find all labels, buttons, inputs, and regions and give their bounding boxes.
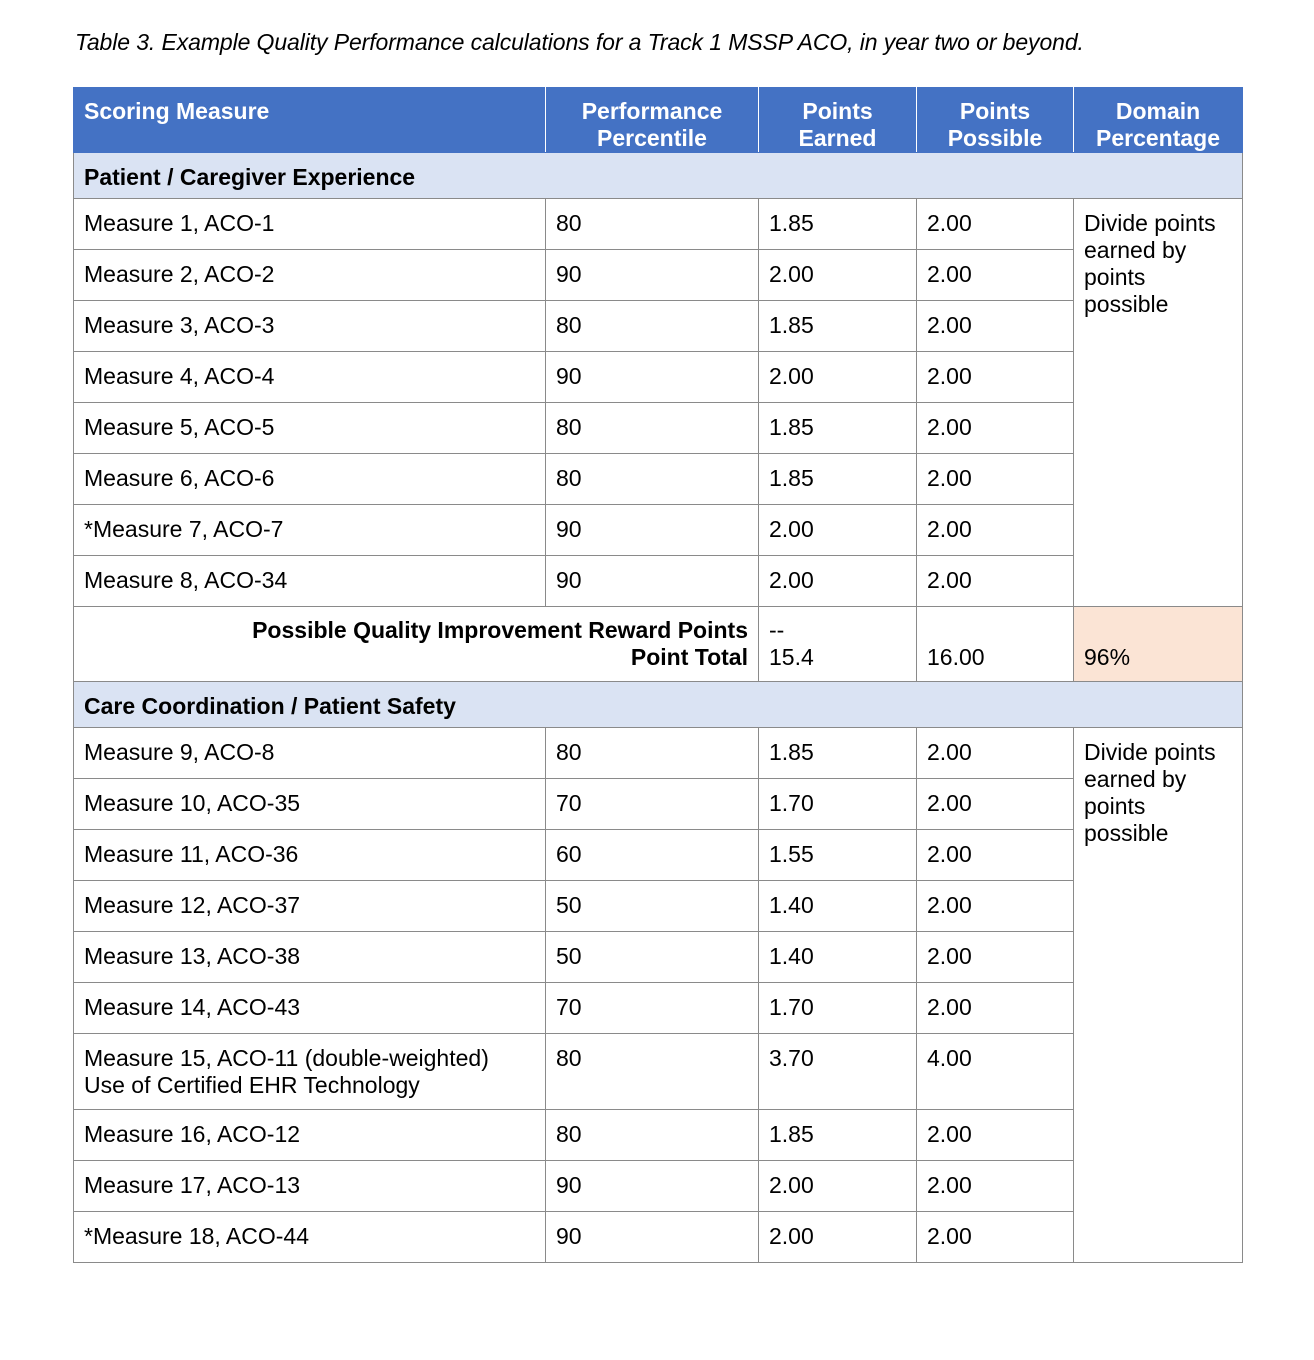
measure-name: Measure 5, ACO-5 [84,414,275,440]
measure-name: Measure 6, ACO-6 [84,465,275,491]
points-earned-cell: 2.00 [759,250,917,301]
measure-name: *Measure 18, ACO-44 [84,1223,310,1249]
header-points-earned: Points Earned [759,88,917,153]
percentile-cell: 80 [546,454,759,505]
measure-cell [74,301,546,352]
measure-name: Measure 11, ACO-36 [84,841,299,867]
percentile-cell: 90 [546,556,759,607]
percentile-cell: 80 [546,1110,759,1161]
measure-cell [74,1212,546,1263]
points-possible-cell: 2.00 [917,352,1074,403]
table-row [74,1161,1243,1212]
section-title: Patient / Caregiver Experience [74,153,1243,199]
table-row [74,728,1243,779]
percentile-cell: 90 [546,1212,759,1263]
domain-note-text: earned by [1084,237,1187,263]
points-earned-cell: 1.70 [759,983,917,1034]
measure-cell [74,403,546,454]
measure-cell [74,199,546,250]
header-row [74,88,1243,153]
points-earned-cell: 1.70 [759,779,917,830]
table-row [74,1212,1243,1263]
measure-name: Measure 1, ACO-1 [84,210,275,236]
percentile-cell: 90 [546,250,759,301]
measure-cell [74,250,546,301]
percentile-cell: 70 [546,779,759,830]
points-possible-cell: 2.00 [917,983,1074,1034]
points-possible-cell: 2.00 [917,250,1074,301]
percentile-cell: 80 [546,199,759,250]
points-possible-cell: 4.00 [917,1034,1074,1110]
measure-cell [74,454,546,505]
percentile-cell: 60 [546,830,759,881]
percentile-cell: 80 [546,728,759,779]
percentile-cell: 80 [546,1034,759,1110]
domain-note-cell [1074,728,1243,1263]
measure-name: Measure 9, ACO-8 [84,739,275,765]
points-possible-cell: 2.00 [917,199,1074,250]
measure-cell [74,881,546,932]
percentile-cell: 50 [546,932,759,983]
measure-name: Measure 17, ACO-13 [84,1172,301,1198]
total-label-cell [74,607,759,682]
measure-name: Measure 16, ACO-12 [84,1121,301,1147]
points-possible-cell: 2.00 [917,1161,1074,1212]
measure-cell [74,505,546,556]
measure-name: Measure 3, ACO-3 [84,312,275,338]
percentile-cell: 50 [546,881,759,932]
header-scoring-measure: Scoring Measure [74,88,546,153]
percentile-cell: 80 [546,403,759,454]
points-earned-cell: 1.85 [759,1110,917,1161]
points-possible-cell: 2.00 [917,728,1074,779]
points-earned-cell: 1.40 [759,932,917,983]
points-possible-cell: 2.00 [917,830,1074,881]
quality-performance-table [73,87,1243,1263]
points-earned-cell: 1.85 [759,199,917,250]
points-possible-cell: 2.00 [917,505,1074,556]
measure-cell [74,779,546,830]
points-possible-cell: 2.00 [917,301,1074,352]
table-row [74,454,1243,505]
points-possible-cell: 2.00 [917,932,1074,983]
points-earned-cell: 1.85 [759,301,917,352]
table-row [74,881,1243,932]
points-possible-cell: 2.00 [917,403,1074,454]
table-row [74,352,1243,403]
measure-name-line2: Use of Certified EHR Technology [84,1072,420,1098]
measure-cell [74,1161,546,1212]
measure-cell [74,983,546,1034]
percentile-cell: 80 [546,301,759,352]
reward-points-value: -- [769,617,785,643]
measure-cell [74,830,546,881]
domain-note-cell [1074,199,1243,607]
points-earned-cell: 1.85 [759,728,917,779]
points-earned-cell: 2.00 [759,556,917,607]
domain-note-text: earned by [1084,766,1187,792]
section-header-row [74,153,1243,199]
table-row [74,250,1243,301]
header-domain-percentage: Domain Percentage [1074,88,1243,153]
measure-cell [74,352,546,403]
table-row [74,830,1243,881]
points-earned-cell: 1.85 [759,403,917,454]
points-earned-cell: 2.00 [759,1212,917,1263]
total-earned-cell [759,607,917,682]
table-row [74,505,1243,556]
measure-name: Measure 4, ACO-4 [84,363,275,389]
points-earned-cell: 1.55 [759,830,917,881]
total-possible-cell: 16.00 [917,607,1074,682]
domain-note-text: Divide points [1084,210,1216,236]
percentile-cell: 90 [546,352,759,403]
total-earned-value: 15.4 [769,644,814,670]
measure-cell [74,1034,546,1110]
table-caption: Table 3. Example Quality Performance calculations for a Track 1 MSSP ACO, in year two or beyond. [75,29,1084,55]
measure-name: Measure 8, ACO-34 [84,567,288,593]
table-row [74,932,1243,983]
points-earned-cell: 1.85 [759,454,917,505]
measure-name: Measure 15, ACO-11 (double-weighted) [84,1045,489,1071]
measure-cell [74,1110,546,1161]
reward-points-label: Possible Quality Improvement Reward Points [252,617,748,643]
header-points-possible: Points Possible [917,88,1074,153]
table-row [74,1034,1243,1110]
table-row [74,1110,1243,1161]
percentile-cell: 90 [546,1161,759,1212]
table-row [74,779,1243,830]
points-earned-cell: 2.00 [759,1161,917,1212]
points-earned-cell: 2.00 [759,505,917,556]
measure-name: Measure 10, ACO-35 [84,790,301,816]
measure-cell [74,556,546,607]
measure-name: Measure 12, ACO-37 [84,892,301,918]
points-possible-cell: 2.00 [917,556,1074,607]
points-earned-cell: 2.00 [759,352,917,403]
domain-note-text: possible [1084,291,1169,317]
percentile-cell: 70 [546,983,759,1034]
domain-note-text: points [1084,264,1146,290]
domain-note-text: possible [1084,820,1169,846]
measure-cell [74,932,546,983]
points-possible-cell: 2.00 [917,454,1074,505]
points-possible-cell: 2.00 [917,1212,1074,1263]
measure-name: Measure 14, ACO-43 [84,994,301,1020]
percentile-cell: 90 [546,505,759,556]
points-earned-cell: 1.40 [759,881,917,932]
points-possible-cell: 2.00 [917,779,1074,830]
measure-name: Measure 13, ACO-38 [84,943,301,969]
table-row [74,983,1243,1034]
domain-percentage-cell: 96% [1074,607,1243,682]
measure-cell [74,728,546,779]
points-earned-cell: 3.70 [759,1034,917,1110]
points-possible-cell: 2.00 [917,881,1074,932]
points-possible-cell: 2.00 [917,1110,1074,1161]
section-header-row [74,682,1243,728]
table-row [74,199,1243,250]
header-performance-percentile: Performance Percentile [546,88,759,153]
measure-name: Measure 2, ACO-2 [84,261,275,287]
table-row [74,556,1243,607]
domain-note-text: Divide points [1084,739,1216,765]
section-title: Care Coordination / Patient Safety [74,682,1243,728]
table-row [74,301,1243,352]
domain-note-text: points [1084,793,1146,819]
point-total-row [74,607,1243,682]
measure-name: *Measure 7, ACO-7 [84,516,284,542]
table-row [74,403,1243,454]
point-total-label: Point Total [630,644,748,670]
